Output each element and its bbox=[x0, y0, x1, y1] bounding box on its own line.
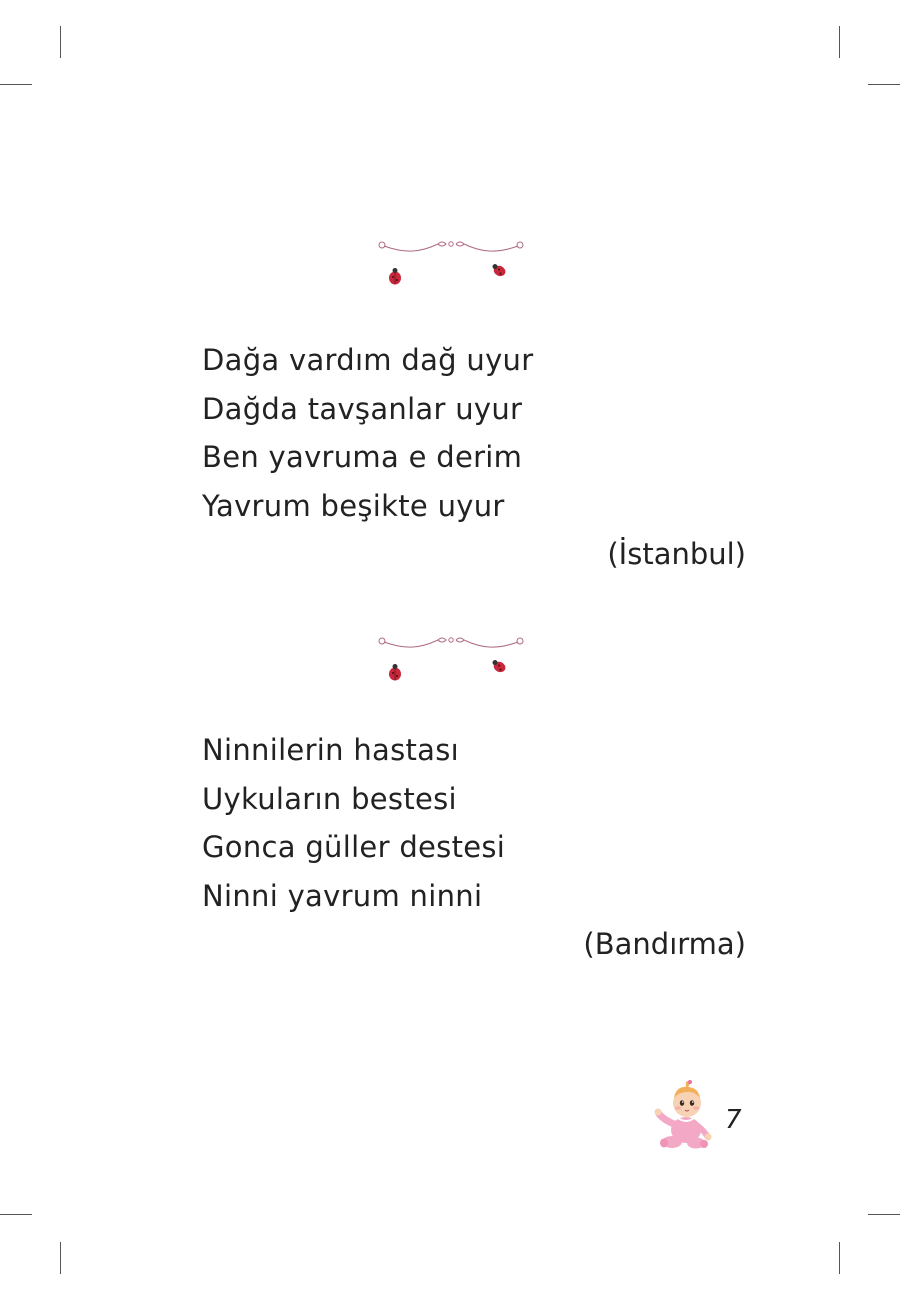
poem-istanbul bbox=[202, 336, 762, 530]
verse-line: Yavrum beşikte uyur bbox=[202, 488, 505, 523]
crop-mark-top-left-h bbox=[0, 84, 32, 85]
baby-icon bbox=[652, 1076, 716, 1152]
poem-bandirma bbox=[202, 726, 762, 920]
crop-mark-top-right bbox=[839, 26, 840, 58]
verse-line: Ben yavruma e derim bbox=[202, 440, 523, 474]
ladybug-ornament-icon bbox=[376, 634, 526, 682]
verse-line: Ninni yavrum ninni bbox=[202, 878, 483, 913]
poem-origin: (Bandırma) bbox=[583, 927, 746, 961]
page-number: 7 bbox=[725, 1105, 742, 1135]
verse-line: Uykuların bestesi bbox=[202, 781, 457, 816]
ladybug-ornament-icon bbox=[376, 238, 526, 286]
crop-mark-bottom-left bbox=[60, 1242, 61, 1274]
verse-line: Gonca güller destesi bbox=[202, 830, 506, 864]
crop-mark-bottom-right-h bbox=[868, 1214, 900, 1215]
verse-line: Dağda tavşanlar uyur bbox=[202, 391, 523, 426]
crop-mark-bottom-left-h bbox=[0, 1214, 32, 1215]
crop-mark-top-left bbox=[60, 26, 61, 58]
verse-line: Dağa vardım dağ uyur bbox=[202, 343, 534, 377]
poem-origin: (İstanbul) bbox=[607, 537, 746, 571]
crop-mark-top-right-h bbox=[868, 84, 900, 85]
crop-mark-bottom-right bbox=[839, 1242, 840, 1274]
verse-line: Ninnilerin hastası bbox=[202, 733, 460, 767]
